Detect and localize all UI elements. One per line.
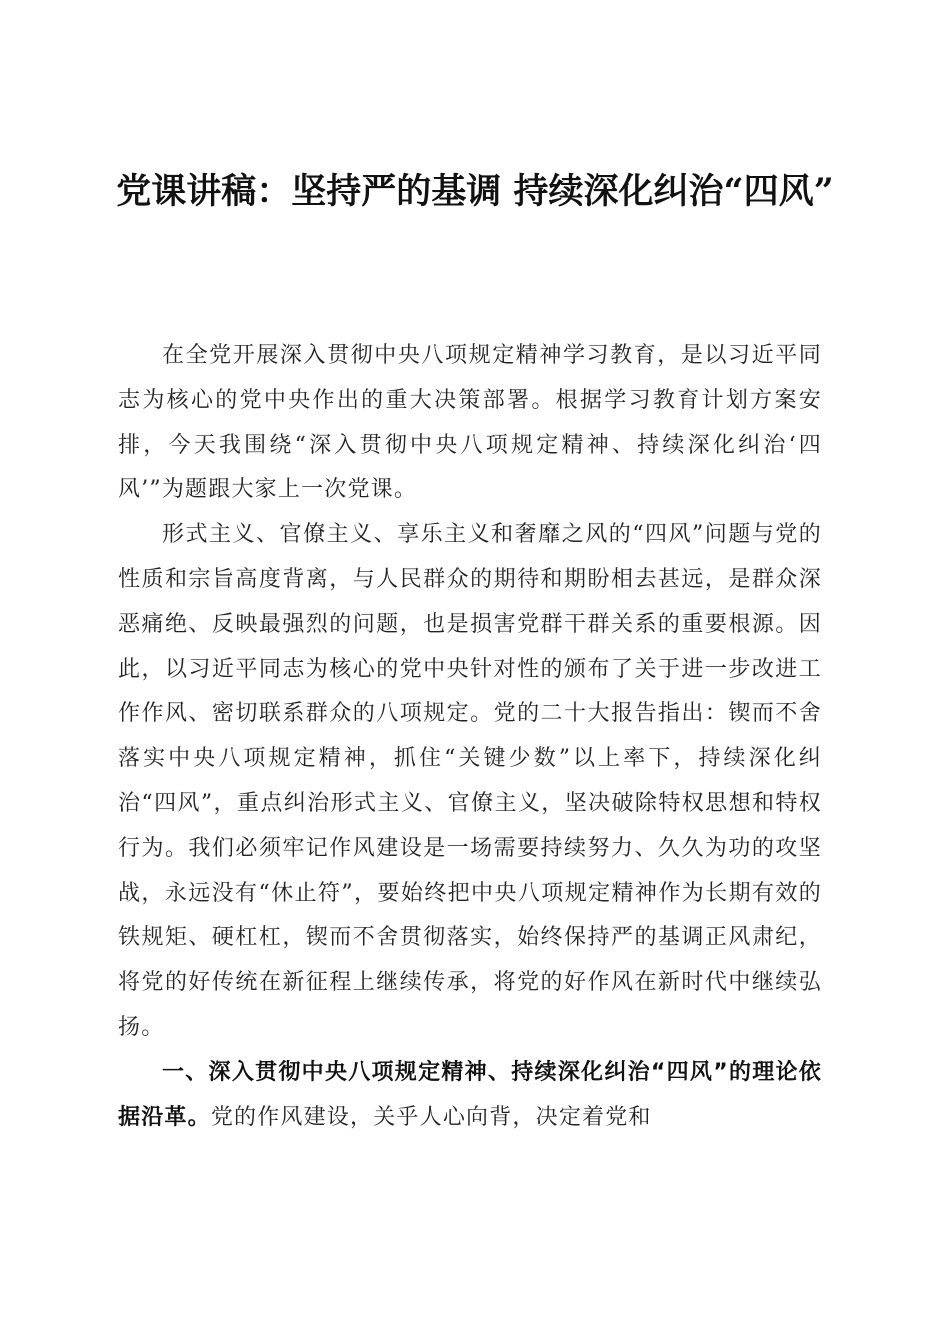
- document-title: 党课讲稿：坚持严的基调 持续深化纠治“四风”: [116, 171, 834, 212]
- paragraph-section-one: [118, 1051, 822, 1141]
- section-one-text: 党的作风建设，关乎人心向背，决定着党和: [210, 1104, 652, 1130]
- section-one-heading: 一、深入贯彻中央八项规定精神、持续深化纠治“四风”的理论依据沿革。: [118, 1059, 822, 1130]
- paragraph-four-winds-text: 形式主义、官僚主义、享乐主义和奢靡之风的“四风”问题与党的性质和宗旨高度背离，与人民群众的期待和期盼相去甚远，是群众深恶痛绝、反映最强烈的问题，也是损害党群干群关系的重要根源。因此，以习近平同志为核心的党中央针对性的颁布了关于进一步改进工作作风、密切联系群众的八项规定。党的二十大报告指出：锲而不舍落实中央八项规定精神，抓住“关键少数”以上率下，持续深化纠治“四风”，重点纠治形式主义、官僚主义，坚决破除特权思想和特权行为。我们必须牢记作风建设是一场需要持续努力、久久为功的攻坚战，永远没有“休止符”，要始终把中央八项规定精神作为长期有效的铁规矩、硬杠杠，锲而不舍贯彻落实，始终保持严的基调正风肃纪，将党的好传统在新征程上继续传承，将党的好作风在新时代中继续弘扬。: [118, 522, 822, 1040]
- document-body: [118, 334, 822, 1140]
- paragraph-intro: [118, 334, 822, 513]
- paragraph-intro-text: 在全党开展深入贯彻中央八项规定精神学习教育，是以习近平同志为核心的党中央作出的重大决策部署。根据学习教育计划方案安排，今天我围绕“深入贯彻中央八项规定精神、持续深化纠治‘四风’”为题跟大家上一次党课。: [118, 343, 822, 503]
- paragraph-four-winds: [118, 513, 822, 1051]
